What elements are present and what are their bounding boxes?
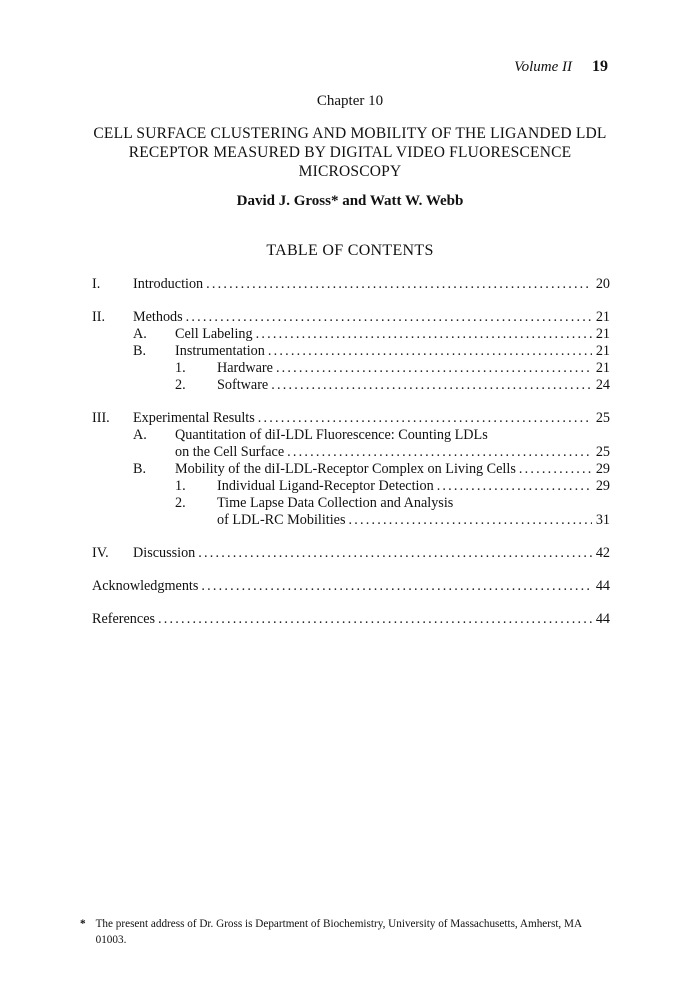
chapter-title: [80, 124, 620, 181]
volume-label: Volume II: [514, 59, 572, 75]
toc-number: A.: [133, 326, 147, 342]
toc-page: 42: [595, 545, 610, 561]
toc-label: References: [92, 611, 156, 627]
toc-number: I.: [92, 276, 101, 292]
toc-number: II.: [92, 309, 105, 325]
toc-entry-software[interactable]: [92, 377, 610, 394]
footnote-mark: *: [80, 918, 86, 930]
toc-label: Hardware: [217, 360, 273, 376]
leader-dots: [271, 377, 592, 394]
toc-page: 21: [595, 360, 610, 376]
leader-dots: [287, 444, 592, 461]
toc-number: 1.: [175, 360, 186, 376]
toc-entry-discussion[interactable]: [92, 545, 610, 562]
toc-page: 25: [595, 410, 610, 426]
toc-number: B.: [133, 461, 147, 477]
leader-dots: [276, 360, 592, 377]
toc-label: Instrumentation: [175, 343, 265, 359]
toc-label: Discussion: [133, 545, 196, 561]
toc-page: 44: [595, 578, 610, 594]
toc-label: Quantitation of diI-LDL Fluorescence: Counting LDLs: [175, 427, 488, 443]
leader-dots: [437, 478, 592, 495]
toc-entry-instrumentation[interactable]: [92, 343, 610, 360]
title-line: MICROSCOPY: [298, 163, 402, 180]
title-line: RECEPTOR MEASURED BY DIGITAL VIDEO FLUORESCENCE: [128, 144, 572, 161]
toc-number: 1.: [175, 478, 186, 494]
toc-entry-introduction[interactable]: [92, 276, 610, 293]
toc-entry-methods[interactable]: [92, 309, 610, 326]
toc-page: 21: [595, 343, 610, 359]
leader-dots: [268, 343, 592, 360]
leader-dots: [348, 512, 592, 529]
toc-number: B.: [133, 343, 147, 359]
toc-label: Acknowledgments: [92, 578, 199, 594]
running-head: [514, 58, 608, 76]
footnote: [80, 916, 610, 948]
authors: David J. Gross* and Watt W. Webb: [236, 193, 464, 209]
toc-page: 44: [595, 611, 610, 627]
toc-number: A.: [133, 427, 147, 443]
toc-heading: TABLE OF CONTENTS: [266, 242, 434, 259]
toc-label: Mobility of the diI-LDL-Receptor Complex on Living Cells: [175, 461, 516, 477]
toc-entry-hardware[interactable]: [92, 360, 610, 377]
title-line: CELL SURFACE CLUSTERING AND MOBILITY OF THE LIGANDED LDL: [93, 125, 607, 142]
toc-page: 20: [595, 276, 610, 292]
toc-number: IV.: [92, 545, 109, 561]
toc-label: of LDL-RC Mobilities: [217, 512, 346, 528]
toc-page: 21: [595, 309, 610, 325]
toc-label: Cell Labeling: [175, 326, 253, 342]
toc-label: on the Cell Surface: [175, 444, 285, 460]
toc-entry-time-lapse[interactable]: [92, 495, 610, 512]
leader-dots: [198, 545, 592, 562]
toc-entry-quantitation-cont[interactable]: [92, 444, 610, 461]
toc-label: Individual Ligand-Receptor Detection: [217, 478, 434, 494]
toc-number: 2.: [175, 377, 186, 393]
toc-label: Time Lapse Data Collection and Analysis: [217, 495, 454, 511]
leader-dots: [186, 309, 592, 326]
leader-dots: [256, 326, 592, 343]
toc-label: Experimental Results: [133, 410, 255, 426]
leader-dots: [519, 461, 592, 478]
leader-dots: [158, 611, 592, 628]
toc-entry-experimental-results[interactable]: [92, 410, 610, 427]
toc-entry-cell-labeling[interactable]: [92, 326, 610, 343]
toc-entry-quantitation[interactable]: [92, 427, 610, 444]
toc-page: 31: [595, 512, 610, 528]
toc-entry-time-lapse-cont[interactable]: [92, 512, 610, 529]
page-number: 19: [592, 58, 608, 75]
toc-page: 25: [595, 444, 610, 460]
leader-dots: [206, 276, 592, 293]
toc-entry-mobility[interactable]: [92, 461, 610, 478]
toc-label: Introduction: [133, 276, 204, 292]
toc-entry-ligand-receptor-detection[interactable]: [92, 478, 610, 495]
toc-page: 29: [595, 478, 610, 494]
footnote-text: The present address of Dr. Gross is Department of Biochemistry, University of Massachusetts, Amherst, MA 01003.: [95, 918, 582, 946]
toc-number: III.: [92, 410, 110, 426]
chapter-label: Chapter 10: [316, 93, 384, 109]
toc-number: 2.: [175, 495, 186, 511]
table-of-contents: [92, 276, 610, 628]
toc-label: Methods: [133, 309, 183, 325]
toc-entry-acknowledgments[interactable]: [92, 578, 610, 595]
toc-entry-references[interactable]: [92, 611, 610, 628]
toc-label: Software: [217, 377, 269, 393]
leader-dots: [201, 578, 592, 595]
toc-page: 21: [595, 326, 610, 342]
toc-page: 29: [595, 461, 610, 477]
leader-dots: [258, 410, 592, 427]
toc-page: 24: [595, 377, 610, 393]
